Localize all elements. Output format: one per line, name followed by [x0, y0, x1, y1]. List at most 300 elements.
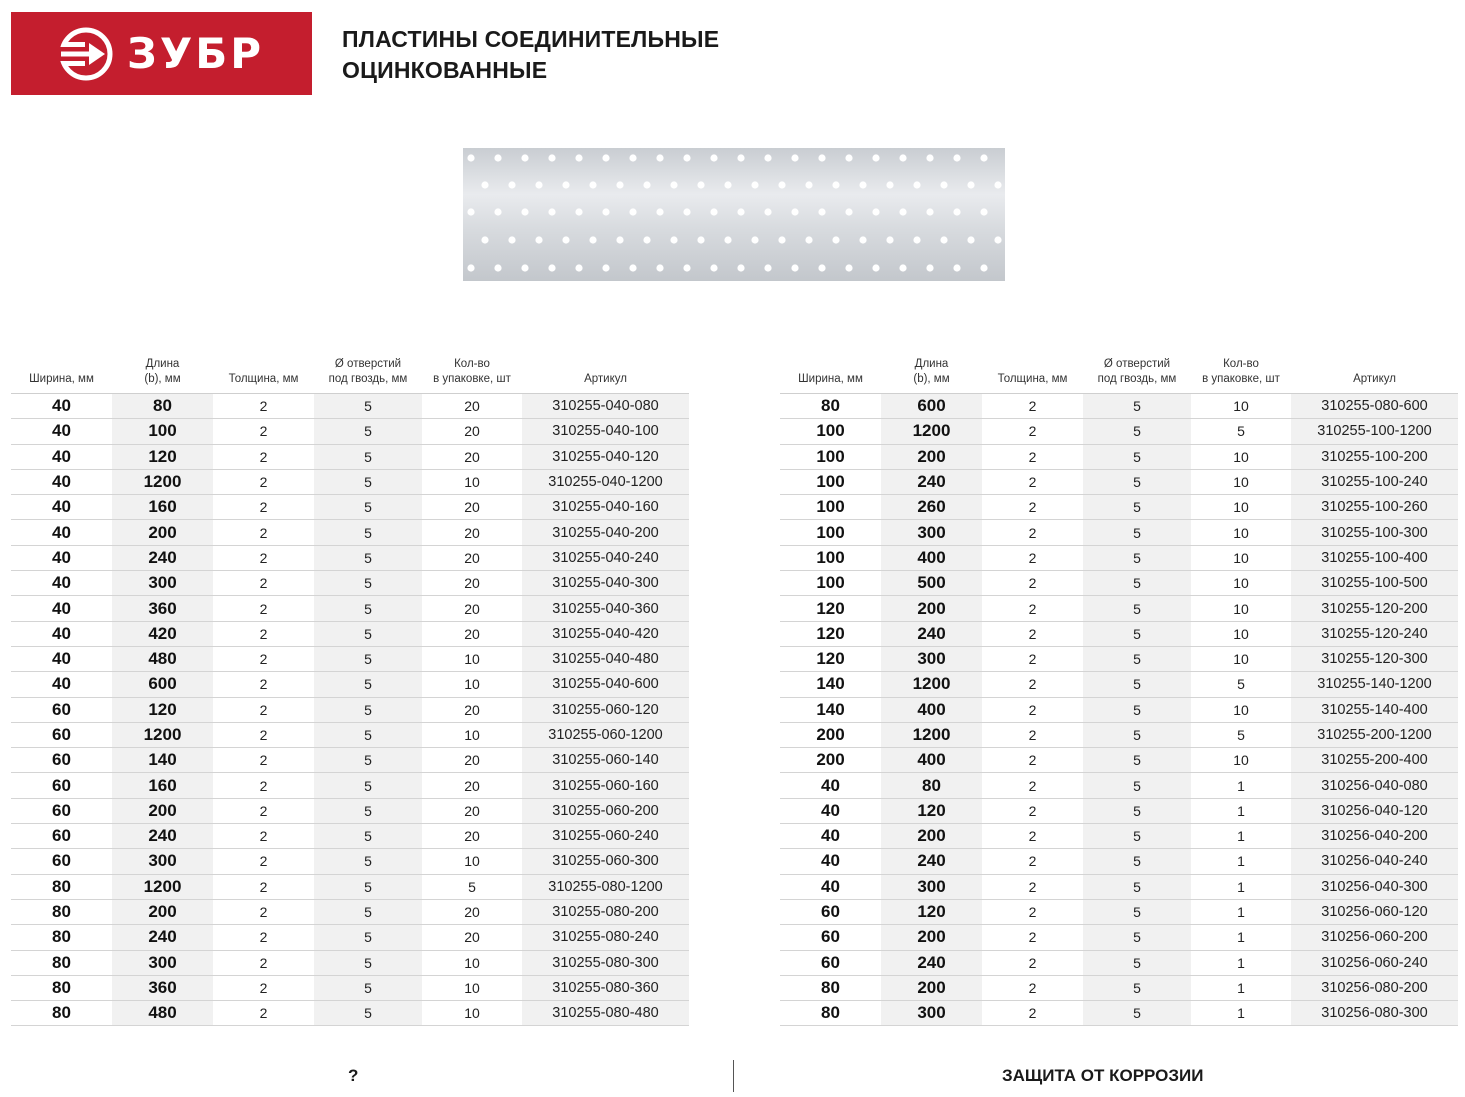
- cell-width: 140: [780, 672, 881, 697]
- cell-length: 200: [881, 596, 982, 621]
- table-row: [780, 1001, 1458, 1026]
- plate-hole: [670, 236, 677, 243]
- cell-pack-qty: 1: [1191, 824, 1291, 849]
- cell-pack-qty: 20: [422, 444, 522, 469]
- cell-hole-diameter: 5: [314, 722, 422, 747]
- plate-hole: [967, 236, 974, 243]
- cell-sku: 310256-080-300: [1291, 1001, 1458, 1026]
- plate-hole: [683, 154, 690, 161]
- cell-width: 60: [11, 798, 112, 823]
- table-row: [780, 419, 1458, 444]
- cell-length: 240: [881, 950, 982, 975]
- cell-width: 100: [780, 571, 881, 596]
- cell-width: 80: [11, 874, 112, 899]
- cell-length: 300: [881, 874, 982, 899]
- cell-width: 80: [11, 925, 112, 950]
- cell-thickness: 2: [982, 798, 1083, 823]
- cell-thickness: 2: [982, 748, 1083, 773]
- cell-sku: 310255-140-400: [1291, 697, 1458, 722]
- plate-hole: [886, 181, 893, 188]
- cell-width: 60: [11, 748, 112, 773]
- cell-width: 100: [780, 469, 881, 494]
- cell-length: 100: [112, 419, 213, 444]
- table-row: [11, 646, 689, 671]
- cell-pack-qty: 20: [422, 798, 522, 823]
- header-qty: Кол-во в упаковке, шт: [1191, 345, 1291, 394]
- table-row: [780, 469, 1458, 494]
- cell-hole-diameter: 5: [1083, 824, 1191, 849]
- table-row: [11, 596, 689, 621]
- table-row: [11, 722, 689, 747]
- header-width: Ширина, мм: [11, 345, 112, 394]
- cell-length: 480: [112, 1001, 213, 1026]
- cell-sku: 310256-040-300: [1291, 874, 1458, 899]
- cell-pack-qty: 20: [422, 596, 522, 621]
- cell-thickness: 2: [213, 419, 314, 444]
- cell-thickness: 2: [982, 975, 1083, 1000]
- cell-length: 240: [112, 824, 213, 849]
- cell-thickness: 2: [213, 899, 314, 924]
- plate-hole: [872, 154, 879, 161]
- cell-width: 60: [780, 899, 881, 924]
- plate-hole: [724, 181, 731, 188]
- cell-hole-diameter: 5: [314, 697, 422, 722]
- plate-hole: [845, 264, 852, 271]
- table-row: [780, 571, 1458, 596]
- cell-sku: 310255-100-240: [1291, 469, 1458, 494]
- cell-pack-qty: 20: [422, 621, 522, 646]
- cell-length: 200: [881, 444, 982, 469]
- plate-hole: [805, 181, 812, 188]
- plate-hole: [508, 181, 515, 188]
- plate-hole: [967, 181, 974, 188]
- cell-length: 120: [881, 798, 982, 823]
- cell-thickness: 2: [982, 722, 1083, 747]
- plate-hole: [913, 181, 920, 188]
- plate-hole: [562, 181, 569, 188]
- plate-hole: [953, 208, 960, 215]
- cell-hole-diameter: 5: [314, 520, 422, 545]
- cell-sku: 310255-040-100: [522, 419, 689, 444]
- cell-hole-diameter: 5: [314, 798, 422, 823]
- cell-hole-diameter: 5: [314, 773, 422, 798]
- cell-hole-diameter: 5: [314, 646, 422, 671]
- plate-hole: [899, 154, 906, 161]
- cell-length: 120: [112, 444, 213, 469]
- plate-hole: [467, 264, 474, 271]
- plate-hole: [926, 154, 933, 161]
- table-row: [780, 773, 1458, 798]
- plate-hole: [494, 208, 501, 215]
- table-row: [11, 874, 689, 899]
- cell-width: 40: [780, 773, 881, 798]
- cell-length: 80: [881, 773, 982, 798]
- plate-hole: [710, 208, 717, 215]
- cell-pack-qty: 10: [1191, 571, 1291, 596]
- cell-sku: 310255-060-240: [522, 824, 689, 849]
- table-row: [780, 950, 1458, 975]
- cell-pack-qty: 5: [422, 874, 522, 899]
- cell-thickness: 2: [982, 773, 1083, 798]
- cell-length: 1200: [881, 672, 982, 697]
- cell-hole-diameter: 5: [314, 824, 422, 849]
- plate-hole: [494, 264, 501, 271]
- cell-length: 400: [881, 697, 982, 722]
- plate-hole: [778, 236, 785, 243]
- cell-hole-diameter: 5: [1083, 874, 1191, 899]
- cell-length: 360: [112, 975, 213, 1000]
- plate-hole: [629, 154, 636, 161]
- spec-table-left: [11, 345, 689, 1026]
- cell-pack-qty: 20: [422, 925, 522, 950]
- cell-sku: 310255-100-1200: [1291, 419, 1458, 444]
- cell-pack-qty: 10: [1191, 748, 1291, 773]
- cell-length: 1200: [112, 874, 213, 899]
- table-row: [780, 874, 1458, 899]
- title-line-2: ОЦИНКОВАННЫЕ: [342, 57, 548, 83]
- table-row: [11, 748, 689, 773]
- cell-length: 200: [881, 975, 982, 1000]
- plate-hole: [710, 154, 717, 161]
- cell-thickness: 2: [213, 798, 314, 823]
- plate-hole: [899, 264, 906, 271]
- plate-hole: [589, 181, 596, 188]
- cell-width: 60: [11, 722, 112, 747]
- cell-thickness: 2: [213, 824, 314, 849]
- header-length: Длина (b), мм: [112, 345, 213, 394]
- cell-pack-qty: 10: [1191, 444, 1291, 469]
- plate-hole: [764, 208, 771, 215]
- cell-length: 80: [112, 394, 213, 419]
- cell-sku: 310255-100-400: [1291, 545, 1458, 570]
- cell-thickness: 2: [982, 520, 1083, 545]
- cell-pack-qty: 1: [1191, 798, 1291, 823]
- plate-hole: [697, 236, 704, 243]
- plate-hole: [508, 236, 515, 243]
- cell-thickness: 2: [213, 874, 314, 899]
- table-row: [780, 748, 1458, 773]
- table-row: [780, 722, 1458, 747]
- cell-hole-diameter: 5: [1083, 925, 1191, 950]
- cell-hole-diameter: 5: [314, 874, 422, 899]
- brand-logo: [11, 12, 312, 95]
- cell-length: 300: [112, 571, 213, 596]
- cell-sku: 310255-040-160: [522, 495, 689, 520]
- header-thickness: Толщина, мм: [213, 345, 314, 394]
- cell-width: 120: [780, 646, 881, 671]
- table-row: [11, 444, 689, 469]
- header-thickness: Толщина, мм: [982, 345, 1083, 394]
- plate-hole: [818, 208, 825, 215]
- cell-width: 60: [11, 824, 112, 849]
- footer-left-text: ?: [348, 1066, 359, 1085]
- cell-pack-qty: 20: [422, 748, 522, 773]
- plate-hole: [845, 154, 852, 161]
- plate-hole: [791, 208, 798, 215]
- plate-hole: [521, 208, 528, 215]
- cell-width: 40: [11, 646, 112, 671]
- cell-sku: 310256-040-080: [1291, 773, 1458, 798]
- cell-width: 40: [11, 444, 112, 469]
- table-row: [780, 394, 1458, 419]
- footer-right-text: ЗАЩИТА ОТ КОРРОЗИИ: [1002, 1066, 1204, 1085]
- plate-hole: [737, 154, 744, 161]
- cell-thickness: 2: [213, 849, 314, 874]
- cell-width: 40: [780, 824, 881, 849]
- plate-hole: [778, 181, 785, 188]
- cell-length: 480: [112, 646, 213, 671]
- cell-hole-diameter: 5: [314, 950, 422, 975]
- plate-hole: [548, 264, 555, 271]
- cell-length: 200: [881, 824, 982, 849]
- plate-hole: [886, 236, 893, 243]
- header-width: Ширина, мм: [780, 345, 881, 394]
- cell-pack-qty: 10: [422, 646, 522, 671]
- table-row: [780, 798, 1458, 823]
- plate-hole: [926, 264, 933, 271]
- cell-pack-qty: 5: [1191, 419, 1291, 444]
- cell-hole-diameter: 5: [314, 621, 422, 646]
- plate-hole: [656, 264, 663, 271]
- cell-pack-qty: 20: [422, 571, 522, 596]
- plate-hole: [467, 154, 474, 161]
- table-row: [780, 495, 1458, 520]
- cell-hole-diameter: 5: [314, 925, 422, 950]
- table-row: [11, 798, 689, 823]
- cell-thickness: 2: [213, 621, 314, 646]
- plate-hole: [589, 236, 596, 243]
- cell-thickness: 2: [982, 849, 1083, 874]
- cell-sku: 310255-100-300: [1291, 520, 1458, 545]
- cell-thickness: 2: [213, 672, 314, 697]
- plate-hole: [940, 236, 947, 243]
- page-title: [342, 24, 719, 86]
- cell-thickness: 2: [213, 950, 314, 975]
- cell-pack-qty: 10: [1191, 545, 1291, 570]
- cell-hole-diameter: 5: [1083, 722, 1191, 747]
- cell-width: 100: [780, 495, 881, 520]
- cell-thickness: 2: [982, 545, 1083, 570]
- cell-sku: 310255-060-200: [522, 798, 689, 823]
- cell-hole-diameter: 5: [314, 975, 422, 1000]
- cell-hole-diameter: 5: [1083, 596, 1191, 621]
- table-row: [11, 925, 689, 950]
- cell-thickness: 2: [213, 773, 314, 798]
- cell-sku: 310256-060-200: [1291, 925, 1458, 950]
- plate-hole: [832, 236, 839, 243]
- table-row: [11, 849, 689, 874]
- cell-width: 80: [780, 394, 881, 419]
- cell-pack-qty: 20: [422, 545, 522, 570]
- cell-length: 1200: [881, 722, 982, 747]
- cell-width: 40: [11, 419, 112, 444]
- cell-width: 60: [11, 773, 112, 798]
- cell-hole-diameter: 5: [314, 469, 422, 494]
- table-row: [11, 1001, 689, 1026]
- cell-pack-qty: 10: [1191, 596, 1291, 621]
- table-row: [780, 672, 1458, 697]
- cell-pack-qty: 20: [422, 824, 522, 849]
- cell-width: 60: [11, 849, 112, 874]
- brand-name: ЗУБР: [126, 28, 264, 78]
- cell-length: 1200: [112, 469, 213, 494]
- plate-hole: [940, 181, 947, 188]
- plate-hole: [616, 181, 623, 188]
- cell-pack-qty: 20: [422, 419, 522, 444]
- cell-length: 1200: [112, 722, 213, 747]
- plate-hole: [751, 236, 758, 243]
- cell-thickness: 2: [213, 646, 314, 671]
- cell-pack-qty: 10: [422, 975, 522, 1000]
- plate-hole: [710, 264, 717, 271]
- cell-sku: 310255-040-300: [522, 571, 689, 596]
- header-sku: Артикул: [522, 345, 689, 394]
- table-row: [780, 824, 1458, 849]
- plate-hole: [872, 264, 879, 271]
- cell-length: 300: [881, 646, 982, 671]
- plate-hole: [656, 208, 663, 215]
- cell-sku: 310255-060-120: [522, 697, 689, 722]
- cell-pack-qty: 10: [1191, 394, 1291, 419]
- cell-pack-qty: 10: [1191, 697, 1291, 722]
- plate-hole: [683, 264, 690, 271]
- table-row: [11, 697, 689, 722]
- cell-hole-diameter: 5: [1083, 394, 1191, 419]
- plate-hole: [481, 181, 488, 188]
- cell-thickness: 2: [982, 899, 1083, 924]
- header-holes: Ø отверстий под гвоздь, мм: [314, 345, 422, 394]
- cell-thickness: 2: [213, 469, 314, 494]
- cell-thickness: 2: [982, 1001, 1083, 1026]
- cell-width: 40: [11, 495, 112, 520]
- header-length: Длина (b), мм: [881, 345, 982, 394]
- cell-pack-qty: 10: [422, 849, 522, 874]
- cell-width: 100: [780, 520, 881, 545]
- cell-width: 40: [780, 849, 881, 874]
- footer-divider: [733, 1060, 734, 1092]
- plate-hole: [980, 264, 987, 271]
- table-row: [11, 545, 689, 570]
- cell-pack-qty: 10: [1191, 646, 1291, 671]
- cell-pack-qty: 5: [1191, 722, 1291, 747]
- table-row: [780, 899, 1458, 924]
- cell-hole-diameter: 5: [314, 748, 422, 773]
- cell-thickness: 2: [213, 394, 314, 419]
- cell-hole-diameter: 5: [1083, 646, 1191, 671]
- cell-length: 160: [112, 773, 213, 798]
- cell-width: 80: [11, 950, 112, 975]
- plate-hole: [467, 208, 474, 215]
- table-row: [780, 444, 1458, 469]
- table-row: [780, 545, 1458, 570]
- cell-thickness: 2: [982, 824, 1083, 849]
- plate-hole: [575, 154, 582, 161]
- plate-holes: [463, 148, 1005, 281]
- cell-length: 260: [881, 495, 982, 520]
- cell-thickness: 2: [982, 672, 1083, 697]
- plate-hole: [926, 208, 933, 215]
- cell-sku: 310255-040-240: [522, 545, 689, 570]
- cell-length: 240: [881, 469, 982, 494]
- plate-hole: [805, 236, 812, 243]
- cell-sku: 310255-100-500: [1291, 571, 1458, 596]
- plate-hole: [899, 208, 906, 215]
- cell-width: 40: [11, 596, 112, 621]
- table-row: [11, 824, 689, 849]
- cell-hole-diameter: 5: [1083, 798, 1191, 823]
- cell-pack-qty: 1: [1191, 773, 1291, 798]
- table-row: [780, 849, 1458, 874]
- plate-hole: [751, 181, 758, 188]
- table-row: [780, 697, 1458, 722]
- cell-sku: 310256-080-200: [1291, 975, 1458, 1000]
- plate-hole: [535, 236, 542, 243]
- cell-hole-diameter: 5: [1083, 849, 1191, 874]
- cell-pack-qty: 20: [422, 520, 522, 545]
- plate-hole: [575, 208, 582, 215]
- header-sku: Артикул: [1291, 345, 1458, 394]
- cell-hole-diameter: 5: [1083, 748, 1191, 773]
- cell-hole-diameter: 5: [314, 495, 422, 520]
- cell-pack-qty: 20: [422, 394, 522, 419]
- plate-hole: [859, 181, 866, 188]
- cell-thickness: 2: [213, 748, 314, 773]
- cell-width: 120: [780, 596, 881, 621]
- table-row: [780, 621, 1458, 646]
- cell-thickness: 2: [982, 394, 1083, 419]
- cell-width: 100: [780, 444, 881, 469]
- plate-hole: [616, 236, 623, 243]
- plate-hole: [832, 181, 839, 188]
- plate-hole: [643, 181, 650, 188]
- cell-length: 300: [112, 849, 213, 874]
- plate-hole: [683, 208, 690, 215]
- cell-width: 100: [780, 419, 881, 444]
- plate-hole: [764, 264, 771, 271]
- cell-length: 300: [112, 950, 213, 975]
- cell-pack-qty: 1: [1191, 950, 1291, 975]
- cell-width: 200: [780, 722, 881, 747]
- table-row: [780, 520, 1458, 545]
- cell-hole-diameter: 5: [314, 545, 422, 570]
- cell-length: 240: [881, 849, 982, 874]
- plate-hole: [953, 154, 960, 161]
- cell-length: 420: [112, 621, 213, 646]
- cell-sku: 310256-060-120: [1291, 899, 1458, 924]
- plate-hole: [913, 236, 920, 243]
- plate-hole: [562, 236, 569, 243]
- cell-thickness: 2: [213, 697, 314, 722]
- perforated-plate-icon: [463, 148, 1005, 281]
- cell-length: 240: [112, 925, 213, 950]
- cell-pack-qty: 10: [422, 672, 522, 697]
- cell-length: 600: [112, 672, 213, 697]
- cell-hole-diameter: 5: [314, 849, 422, 874]
- cell-pack-qty: 20: [422, 495, 522, 520]
- cell-length: 200: [112, 798, 213, 823]
- cell-hole-diameter: 5: [314, 1001, 422, 1026]
- cell-width: 200: [780, 748, 881, 773]
- plate-hole: [994, 236, 1001, 243]
- plate-hole: [521, 154, 528, 161]
- plate-hole: [980, 154, 987, 161]
- cell-sku: 310255-060-300: [522, 849, 689, 874]
- cell-sku: 310255-040-360: [522, 596, 689, 621]
- table-row: [11, 621, 689, 646]
- cell-width: 40: [780, 874, 881, 899]
- cell-hole-diameter: 5: [314, 419, 422, 444]
- table-row: [11, 520, 689, 545]
